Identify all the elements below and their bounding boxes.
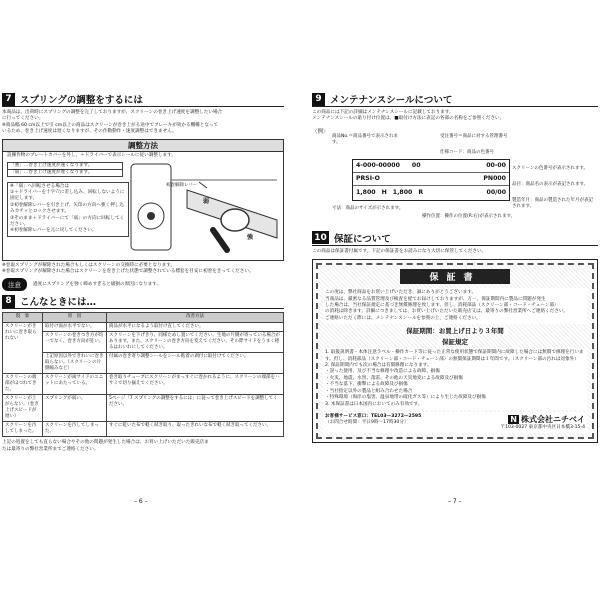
section-number: 9: [312, 93, 325, 106]
header-symptom: 現 象: [3, 313, 43, 323]
sticker-row-1: [353, 160, 509, 173]
adjust-box: [2, 139, 284, 261]
cause-cell: スクリーンの巻きつき方が均一でなく、巻き方向が狂い。: [43, 332, 107, 353]
warranty-intro: この商品は保証書付属です。下記の保証書をお読みになり大切に保管してください。: [312, 248, 487, 254]
rule-line: ・火災、地震、水害、落雷、その他の天災地変による故障及び損傷: [325, 375, 463, 381]
section-title: スプリングの調整をするには: [20, 95, 143, 106]
table-row: [3, 323, 284, 332]
note-line: ※巻取スプリングが解除された場合はスクリーンを巻き上げた状態で調整されている標套を目安に初巻をきってください。: [2, 269, 254, 275]
label-date: 製造年月：商品の製造された年月が表記されます。: [512, 197, 593, 209]
intro-line: 本商品は、出荷時にスプリングの調整を完了しておりますが、スクリーンの巻き上げ速度を調整したい場合: [2, 110, 223, 115]
table-header-row: [3, 313, 284, 323]
warranty-card: [312, 259, 598, 443]
rule-line: 3. 本保証書は日本国内においてのみ有効です。: [325, 401, 423, 407]
caution-row: [2, 278, 284, 291]
intro-line: に行ってください。: [2, 116, 44, 122]
warranty-inner: [316, 263, 594, 439]
header-fix: 改善方法: [107, 313, 284, 323]
symptom-cell: スクリーンの端部がほつれてきた。: [3, 374, 43, 395]
rule-line: 1. 取扱説明書・本体注意ラベル・操作カード等に従った正常な使用状態で保証期間内に故障した場合には無償で修理を行います。但し、消耗部品（スクリーン部・コード・チェーン部）の無償保証期間は１年間です。（スクリーン部の汚れは対象外）: [325, 350, 584, 362]
symptom-cell: スクリーンを汚してしまった。: [3, 422, 43, 437]
steps-box: [7, 182, 129, 237]
intro-line: この商品には下記の詳細はメンテナンスシールに記載しております。: [312, 110, 454, 115]
intro-line: ※商品幅 60 cm以上で引 cm以上の商品はスクリーンが巻き上がる途中でブレーキが効かる機構となって: [2, 122, 219, 128]
warranty-title: 保証書: [400, 269, 510, 284]
fix-cell: 巻き取りチューブにスクリーンがまっすぐに巻かれるように、スクリーンの端部をハサミで切り揃えてください。: [107, 374, 284, 395]
section-title: 保証について: [334, 233, 391, 245]
section-number: 7: [2, 93, 15, 106]
step-line: ②初巻解除レバーを引き上げ、矢印の方向へ強く押し込みカチッとロックさせます。: [10, 202, 124, 215]
fix-cell: スクリーンを下げきり、同様ためし置いてください。生地の片側が寄っている場合があります。また、スクリーンの巻き方向を変えてください。その際サイドをうまく捲るはわいわにしてください。: [107, 332, 284, 353]
fix-cell: すぐに乾いた布で軽く拭き取り、取ったきれいな布で軽く拭き取ってください。: [107, 422, 284, 437]
sticker-order-no: 00-00: [486, 162, 506, 170]
section-number: 10: [312, 231, 329, 244]
step-line: ※「弱」へ回転させる場合は: [10, 183, 69, 189]
company-block: [500, 414, 585, 431]
caution-text: 過度にスプリングを強く締めすぎると破損の原因になります。: [33, 281, 161, 287]
contact-label: お客様サービス窓口：: [325, 413, 371, 419]
label-product-no: 商品No.＝商品番号で表示されます。: [332, 133, 398, 145]
body-line: 当商品は、厳密なる品質管理及び検査を経てお届けしておりますが、万一、保証期間内に製品に問題が発生: [325, 296, 546, 302]
contact-hours: （お問合せ時間：平日9時〜17時30分）: [325, 420, 409, 426]
speed-weak: 「弱」…巻き上げ速度が遅くなります。: [10, 170, 93, 176]
table-row: [3, 332, 284, 353]
contact-block: [323, 412, 587, 433]
body-line: ご連絡いただく際には、メンテナンスシールを参照の上、ご連絡ください。: [325, 315, 481, 321]
symptom-cell: スクリーンがきれいに巻き取られない: [3, 323, 43, 374]
cause-cell: スクリーンが両サイドのユニットにあたっている。: [43, 374, 107, 395]
sticker-box: [352, 159, 510, 201]
sticker-row-2: [353, 173, 509, 186]
adjust-intro: 設操作物のプレートカバーを外し、＋ドライバーで表示シールに従い調整します。: [7, 152, 176, 158]
cause-cell: 上記原因以外できれいに巻き取らない。（スクリーンの片側縮みなど）: [43, 353, 107, 374]
label-special: スクリーンの色番号が表示されます。: [512, 165, 589, 171]
speed-table: [7, 162, 123, 178]
caution-badge: 注意: [2, 278, 27, 291]
warranty-body: [323, 288, 587, 324]
section-title: こんなときには…: [20, 297, 97, 309]
rules-title-row: [323, 337, 587, 346]
sticker-product: PRSI-O: [356, 175, 380, 183]
dial-center: [147, 212, 155, 220]
sticker-example: [312, 125, 598, 231]
speed-strong: 「強」…巻き上げ速度が速くなります。: [8, 163, 122, 170]
section-9-header: [312, 92, 598, 107]
label-product: 品目：商品名の表示が表記されます。: [512, 181, 589, 187]
rules-title: 保証規定: [438, 338, 472, 346]
company-name: [500, 414, 585, 425]
table-row: [3, 374, 284, 395]
contact-phone: TEL03—3272—2595: [370, 413, 422, 419]
table-row: [3, 395, 284, 422]
fix-cell: 付属の巻き寄り調整シールをシール粘着の剥付に取付けてください。: [107, 353, 284, 374]
footer-line: たは最寄りの弊社営業所までご連絡ください。: [2, 446, 99, 452]
page-number-right: – 7 –: [448, 498, 462, 505]
body-line: の消耗は除きます。詳細につきましては、お買い上げいただいた販売店又は、最寄りの弊社営業所へご連絡ください。: [325, 309, 569, 315]
example-label: 〈例〉: [312, 128, 329, 135]
table-row: [3, 353, 284, 374]
intro-line: メンテナンスシールの貼り付け位置は、■取付け方法に表記の各部の名称をご参照ください。: [312, 116, 505, 122]
section-10-header: [312, 231, 598, 246]
step-line: ④初巻解除レバーを元に戻してください。: [10, 228, 97, 234]
lever-label: 初巻解除レバー: [166, 182, 198, 188]
body-line: した場合は、当社保証規定に基づき無償修理を致します。但し、消耗部品（スクリーン部・コード・チェーン部）: [325, 303, 559, 309]
section-7-intro: [2, 110, 284, 136]
sticker-h: H: [381, 188, 387, 196]
table-row: [3, 422, 284, 437]
rule-line: ・誤った使用、及び不当な修理や改造による故障、損傷: [325, 369, 440, 375]
fix-cell: 5ページ「7 スプリングの調整をするには」に従って巻き上げスピードを調整してください。: [107, 395, 284, 422]
sticker-date: 00/00: [486, 188, 506, 196]
label-color-code: 仕様コード：商品の色番号: [440, 149, 494, 155]
left-page: [2, 92, 284, 453]
label-order-no: 受注番号＝商品に対する管理番号: [440, 133, 508, 139]
lever-arrow: [199, 182, 207, 188]
sticker-width: 1,800: [356, 188, 376, 196]
company-address: 〒103-0027 東京都中央区日本橋3-15-4: [500, 424, 585, 430]
sticker-color: PN000: [483, 175, 506, 183]
sticker-operation: R: [418, 188, 424, 196]
note-line: ※巻取スプリングが解除された場合もしくはスクリーンの交換時に必要となります。: [2, 262, 176, 268]
section-7-header: [2, 92, 284, 107]
rule-line: ・特殊環境（海岸の塩害、温泉地帯の硫化ガス等）により生じた故障及び損傷: [325, 395, 486, 401]
footer-line: 上記の処置をしても直らない場合やその他の問題が発生した場合は、お買い上げいただいた販売店ま: [2, 440, 209, 446]
sticker-product-no: 4-000-00000: [356, 162, 400, 170]
spring-head: [221, 209, 249, 231]
page-number-left: – 6 –: [134, 498, 148, 505]
fix-cell: 商品が水平になるよう取付け直してください。: [107, 323, 284, 332]
cause-cell: スクリーンを汚してしまった。: [43, 422, 107, 437]
body-line: この度は、弊社商品をお買い上げいただき、誠にありがとうございます。: [325, 290, 477, 296]
rules-list: [323, 348, 587, 410]
header-cause: 原 因: [43, 313, 107, 323]
intro-line: いるため、巻き上げ速度は遅くなりますが、その作動動作・速度調整はできません。: [2, 129, 177, 135]
warranty-period: [323, 326, 587, 335]
rule-line: 2. 保証期間内でも次の場合は有償修理になります。: [325, 363, 432, 369]
symptom-cell: スクリーンが上がらない。（巻き上げスピードが遅い）: [3, 395, 43, 422]
section-8-header: [2, 294, 284, 309]
troubleshoot-table: [2, 312, 284, 437]
contact-info: [325, 414, 500, 427]
rule-line: ・当社指定以外の製品と組み合わせた場合: [325, 388, 413, 394]
step-line: ①＋ドライバーを十字穴に差し込み、回転しないように固定します。: [10, 190, 125, 202]
sticker-height: 1,800: [392, 188, 413, 196]
strong-label: 強: [247, 233, 254, 241]
section-number: 8: [2, 295, 15, 308]
company-text: 株式会社ニチベイ: [521, 414, 585, 424]
section-title: メンテナンスシールについて: [330, 95, 453, 106]
right-page: [312, 92, 598, 443]
step-line: ③そのまま＋ドライバーにて「弱」の方向に回転してください。: [10, 215, 125, 228]
sticker-row-3: [353, 186, 509, 199]
sticker-tag: 00: [411, 162, 421, 170]
rule-line: ・不当な落下、衝撃による故障及び損傷: [325, 382, 408, 388]
adjust-title: 調整方法: [3, 140, 283, 152]
label-size: 寸法：商品のサイズが示されます。: [332, 205, 404, 211]
warranty-period-text: 保証期間：お買上げ日より３年間: [402, 327, 508, 335]
screwdriver-icon: [213, 230, 227, 250]
spring-diagram: [127, 160, 281, 256]
cause-cell: スプリングが弱い。: [43, 395, 107, 422]
label-operation: 操作位置：操作の位置(R:右)が表示されます。: [422, 213, 516, 219]
company-logo-icon: N: [510, 414, 517, 424]
weak-label: 弱: [203, 197, 210, 205]
closeup-frame: [131, 164, 171, 250]
cause-cell: 取付け面が水平でない。: [43, 323, 107, 332]
